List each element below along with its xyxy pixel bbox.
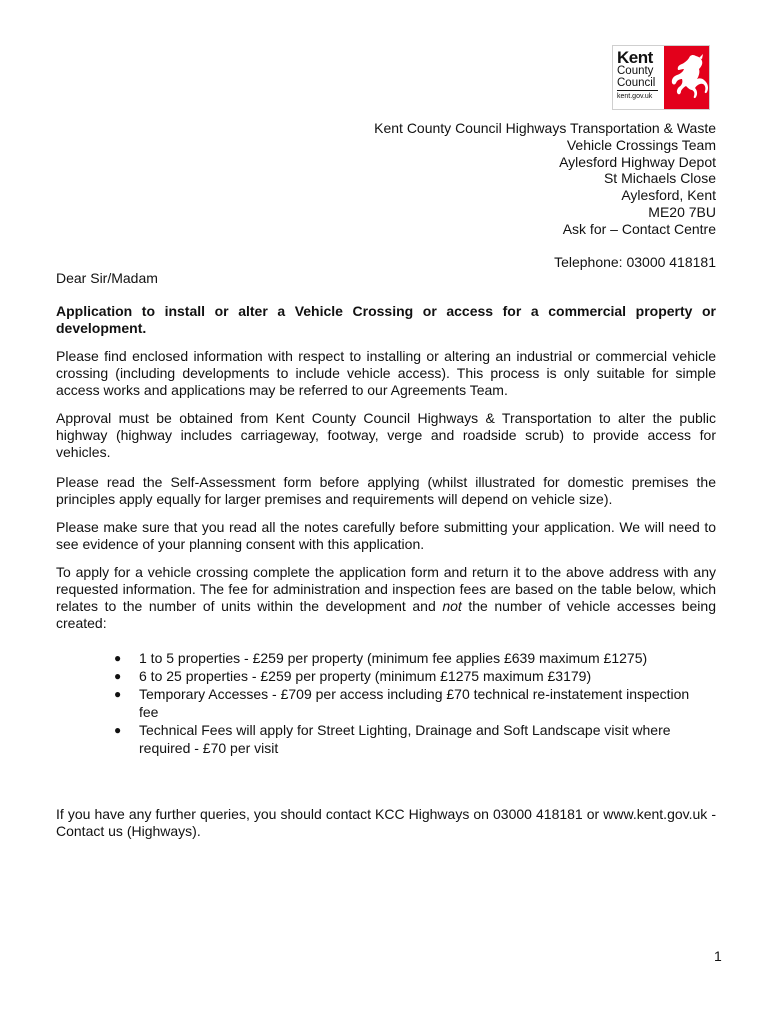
bullet-icon: ●: [114, 669, 122, 683]
list-item: [110, 685, 710, 721]
page-number: 1: [714, 948, 722, 964]
bullet-icon: ●: [114, 723, 122, 737]
logo-url: kent.gov.uk: [617, 93, 653, 100]
list-item-text: 1 to 5 properties - £259 per property (minimum fee applies £639 maximum £1275): [139, 650, 648, 666]
address-line: Aylesford, Kent: [621, 187, 716, 204]
letter-heading: Application to install or alter a Vehicle Crossing or access for a commercial property or development.: [56, 303, 716, 336]
paragraph-fees: [56, 564, 716, 632]
fee-list: [110, 649, 710, 757]
paragraph-notes: Please make sure that you read all the notes carefully before submitting your application. We will need to see evidence of your planning consent with this application.: [56, 519, 716, 552]
fees-text-emphasis: not: [442, 598, 462, 614]
logo-line-council: Council: [617, 78, 658, 92]
list-item-text: Technical Fees will apply for Street Lighting, Drainage and Soft Landscape visit where required - £70 per visit: [139, 722, 671, 756]
list-item-text: 6 to 25 properties - £259 per property (minimum £1275 maximum £3179): [139, 668, 592, 684]
paragraph-approval: Approval must be obtained from Kent County Council Highways & Transportation to alter the public highway (highway includes carriageway, footway, verge and roadside scrub) to provide access for vehicles.: [56, 410, 716, 460]
paragraph-intro: Please find enclosed information with respect to installing or altering an industrial or commercial vehicle crossing (including developments to include vehicle access). This process is only suitable for simple access works and applications may be referred to our Agreements Team.: [56, 348, 716, 398]
address-line: St Michaels Close: [603, 170, 716, 187]
telephone: Telephone: 03000 418181: [554, 254, 716, 270]
address-line: ME20 7BU: [648, 203, 716, 220]
greeting: Dear Sir/Madam: [56, 270, 158, 286]
paragraph-closing: If you have any further queries, you should contact KCC Highways on 03000 418181 or www.kent.gov.uk - Contact us (Highways).: [56, 806, 716, 839]
address-line: Vehicle Crossings Team: [566, 136, 716, 153]
fees-text-b: the number of vehicle accesses being created:: [56, 598, 716, 631]
address-line: Ask for – Contact Centre: [562, 220, 716, 237]
address-line: Aylesford Highway Depot: [559, 153, 716, 170]
logo-text: [613, 46, 664, 109]
white-horse-icon: [666, 52, 710, 104]
logo-line-kent: Kent: [617, 48, 653, 67]
logo-line-county: County: [617, 65, 654, 77]
list-item: [110, 649, 710, 667]
list-item: [110, 667, 710, 685]
list-item-text: Temporary Accesses - £709 per access including £70 technical re-instatement inspection fee: [139, 686, 690, 720]
sender-address: [374, 120, 716, 238]
fees-text-a: To apply for a vehicle crossing complete the application form and return it to the above address with any requested information. The fee for administration and inspection fees are based on the table below, which relates to the number of units within the development and: [56, 564, 716, 614]
bullet-icon: ●: [114, 687, 122, 701]
bullet-icon: ●: [114, 651, 122, 665]
logo-red-panel: [664, 46, 709, 109]
address-line: Kent County Council Highways Transportation & Waste: [374, 120, 716, 136]
kcc-logo: [612, 45, 710, 110]
list-item: [110, 721, 710, 757]
paragraph-self-assessment: Please read the Self-Assessment form before applying (whilst illustrated for domestic premises the principles apply equally for larger premises and requirements will depend on vehicle size).: [56, 474, 716, 507]
